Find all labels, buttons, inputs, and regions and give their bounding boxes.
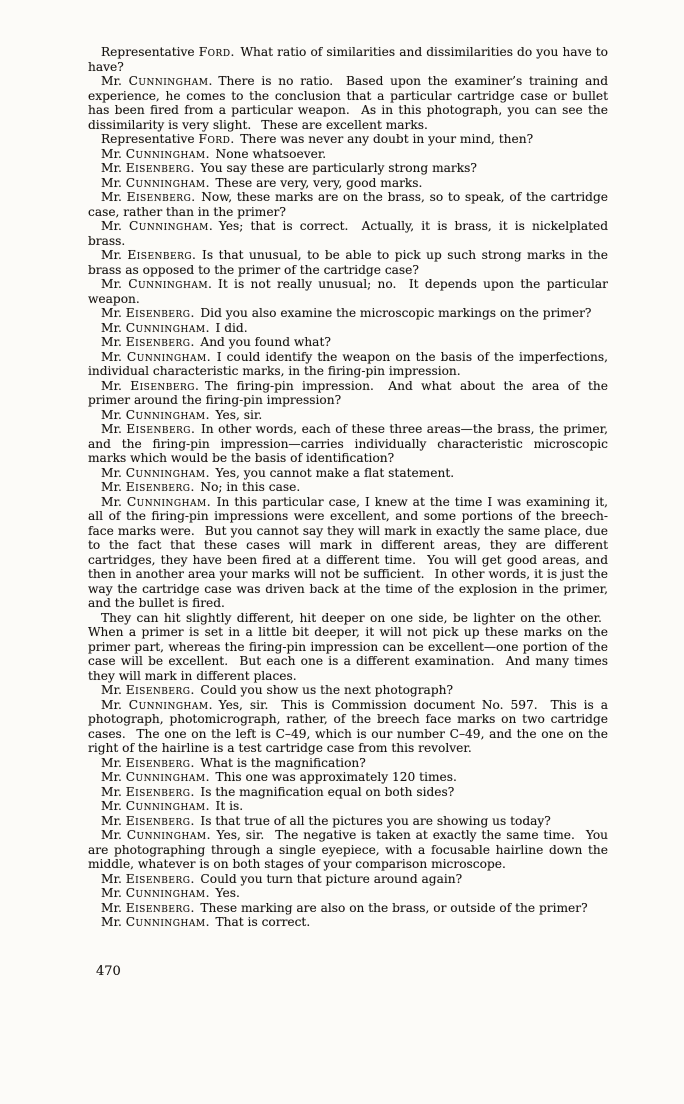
transcript-paragraph: Mr. Cunningham. I did. [101, 320, 248, 335]
speaker-name: Mr. Eisenberg. [101, 335, 201, 349]
transcript-paragraph: Mr. Eisenberg. Could you show us the next photograph? [101, 683, 454, 697]
speaker-name: Mr. Cunningham. [101, 349, 217, 364]
transcript-paragraph: Mr. Cunningham. Yes, sir. [101, 407, 263, 422]
transcript-paragraph: Mr. Eisenberg. Is that unusual, to be able to pick up such strong marks in the brass as opposed to the primer of the cartridge case? [88, 248, 608, 277]
speaker-name: Mr. Cunningham. [101, 320, 216, 335]
speaker-name: Mr. Cunningham. [101, 219, 219, 233]
transcript-paragraph: Mr. Eisenberg. Is that true of all the pictures you are showing us today? [101, 813, 551, 828]
transcript-paragraph: Mr. Cunningham. Yes; that is correct. Actually, it is brass, it is nickelplated brass. [88, 219, 608, 248]
speaker-name: Mr. Cunningham. [101, 407, 216, 422]
transcript-paragraph: Mr. Cunningham. It is not really unusual; no. It depends upon the particular weapon. [88, 277, 608, 306]
transcript-paragraph: Mr. Cunningham. Yes, you cannot make a flat statement. [101, 465, 455, 480]
transcript-paragraph: Mr. Eisenberg. Did you also examine the microscopic markings on the primer? [101, 306, 592, 320]
transcript-paragraph: Mr. Eisenberg. And you found what? [101, 335, 331, 349]
transcript-paragraph: Mr. Cunningham. Yes. [101, 886, 240, 900]
transcript-paragraph: Representative Ford. What ratio of similarities and dissimilarities do you have to have? [88, 45, 608, 74]
transcript-paragraph: Mr. Eisenberg. Could you turn that picture around again? [101, 871, 463, 886]
speaker-name: Mr. Cunningham. [101, 175, 216, 190]
speaker-name: Mr. Eisenberg. [101, 900, 201, 915]
transcript-paragraph: Representative Ford. There was never any doubt in your mind, then? [101, 132, 534, 146]
transcript-paragraph: Mr. Eisenberg. In other words, each of these three areas—the brass, the primer, and the firing-pin impression—carries individually characteristic microscopic marks which would be the basis of identification? [88, 422, 608, 465]
transcript-paragraph: They can hit slightly different, hit deeper on one side, be lighter on the other. When a primer is set in a little bit deeper, it will not pick up these marks on the primer part, whereas the firing-pin impression can be excellent—one portion of the case will be excellent. But each one is a different examination. And many times they will mark in different places. [88, 610, 608, 683]
speaker-name: Mr. Eisenberg. [101, 480, 201, 494]
speaker-name: Mr. Cunningham. [101, 886, 216, 900]
page-number: 470 [96, 963, 121, 979]
transcript-paragraph: Mr. Eisenberg. Now, these marks are on the brass, so to speak, of the cartridge case, rather than in the primer? [88, 190, 608, 219]
speaker-name: Mr. Cunningham. [101, 828, 217, 842]
speaker-name: Mr. Cunningham. [101, 770, 216, 784]
speaker-name: Mr. Eisenberg. [101, 190, 202, 204]
speaker-name: Mr. Eisenberg. [101, 248, 203, 262]
transcript-paragraph: Mr. Eisenberg. You say these are particularly strong marks? [101, 161, 477, 175]
speaker-name: Mr. Cunningham. [101, 494, 217, 509]
transcript-paragraph: Mr. Cunningham. This one was approximately 120 times. [101, 770, 457, 784]
speaker-name: Mr. Cunningham. [101, 74, 219, 88]
transcript-paragraph: Mr. Eisenberg. What is the magnification? [101, 755, 366, 770]
transcript-paragraph: Mr. Cunningham. None whatsoever. [101, 146, 327, 161]
speaker-name: Mr. Cunningham. [101, 799, 216, 813]
transcript-paragraph: Mr. Eisenberg. No; in this case. [101, 480, 301, 494]
speaker-name: Representative Ford. [101, 132, 241, 146]
transcript-paragraph: Mr. Cunningham. There is no ratio. Based upon the examiner’s training and experience, he comes to the conclusion that a particular cartridge case or bullet has been fired from a particular weapon. As in this photograph, you can see the dissimilarity is very slight. These are excellent marks. [88, 74, 608, 132]
speaker-name: Mr. Eisenberg. [101, 813, 201, 828]
transcript-paragraph: Mr. Cunningham. Yes, sir. This is Commission document No. 597. This is a photograph, photomicrograph, rather, of the breech face marks on two cartridge cases. The one on the left is C–49, which is our number C–49, and the one on the right of the hairline is a test cartridge case from this revolver. [88, 697, 608, 755]
transcript-paragraph: Mr. Eisenberg. Is the magnification equal on both sides? [101, 784, 455, 799]
speaker-name: Representative Ford. [101, 45, 241, 59]
transcript-paragraph: Mr. Cunningham. It is. [101, 799, 244, 813]
speaker-name: Mr. Eisenberg. [101, 683, 201, 697]
speaker-name: Mr. Eisenberg. [101, 378, 205, 393]
speaker-name: Mr. Cunningham. [101, 465, 216, 480]
speaker-name: Mr. Cunningham. [101, 697, 219, 712]
transcript-paragraph: Mr. Cunningham. In this particular case, I knew at the time I was examining it, all of the firing-pin impressions were excellent, and some portions of the breech-face marks were. But you cannot say they will mark in exactly the same place, due to the fact that these cases will mark in different areas, they are different cartridges, they have been fired at a different time. You will get good areas, and then in another area your marks will not be sufficient. In other words, it is just the way the cartridge case was driven back at the time of the explosion in the primer, and the bullet is fired. [88, 494, 608, 610]
transcript-paragraph: Mr. Eisenberg. The firing-pin impression. And what about the area of the primer around the firing-pin impression? [88, 378, 608, 407]
speaker-name: Mr. Eisenberg. [101, 784, 201, 799]
transcript [88, 45, 608, 930]
speaker-name: Mr. Eisenberg. [101, 422, 201, 436]
transcript-paragraph: Mr. Cunningham. I could identify the weapon on the basis of the imperfections, individual characteristic marks, in the firing-pin impression. [88, 349, 608, 378]
speaker-name: Mr. Cunningham. [101, 146, 216, 161]
speaker-name: Mr. Cunningham. [101, 277, 218, 291]
transcript-paragraph: Mr. Eisenberg. These marking are also on the brass, or outside of the primer? [101, 900, 588, 915]
transcript-paragraph: Mr. Cunningham. These are very, very, good marks. [101, 175, 423, 190]
transcript-paragraph: Mr. Cunningham. That is correct. [101, 915, 311, 929]
speaker-name: Mr. Eisenberg. [101, 161, 201, 175]
transcript-paragraph: Mr. Cunningham. Yes, sir. The negative is taken at exactly the same time. You are photographing through a single eyepiece, with a focusable hairline down the middle, whatever is on both stages of your comparison microscope. [88, 828, 609, 871]
speaker-name: Mr. Eisenberg. [101, 871, 201, 886]
speaker-name: Mr. Cunningham. [101, 915, 216, 929]
speaker-name: Mr. Eisenberg. [101, 306, 201, 320]
speaker-name: Mr. Eisenberg. [101, 755, 201, 770]
